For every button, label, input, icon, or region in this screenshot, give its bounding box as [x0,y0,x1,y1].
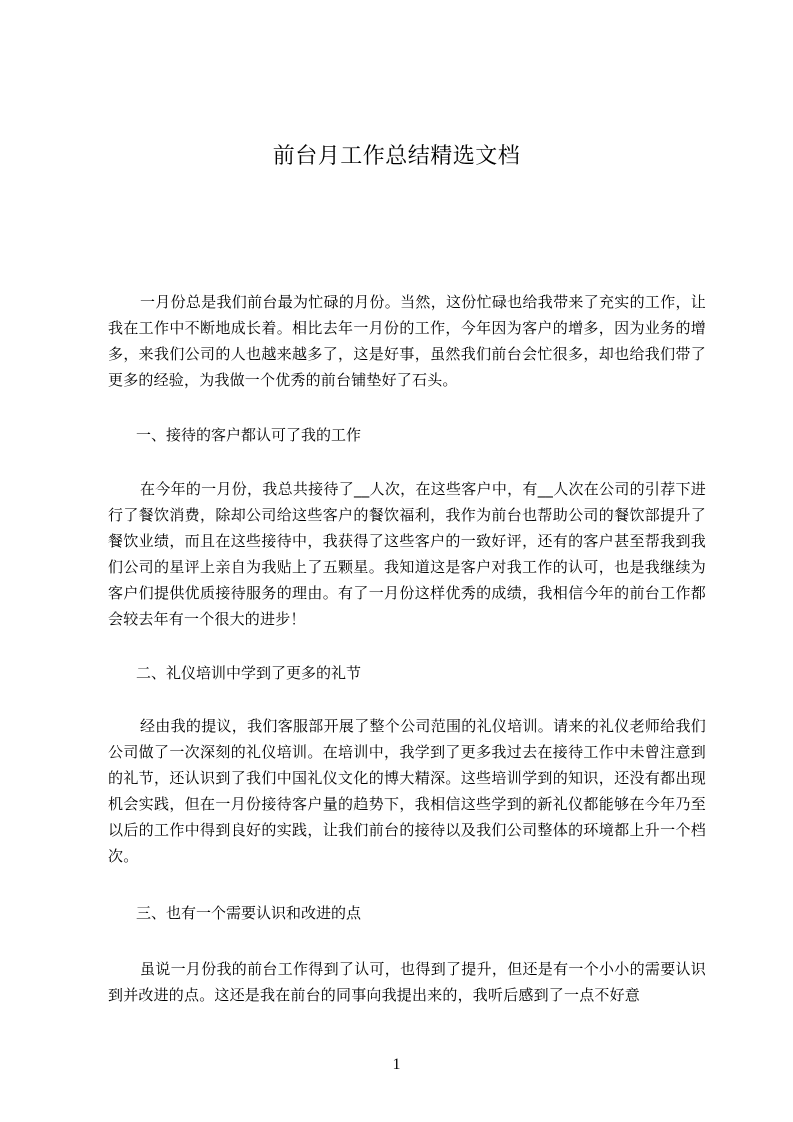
body-paragraph-2: 在今年的一月份，我总共接待了__人次，在这些客户中，有__人次在公司的引荐下进行了餐饮消费，除却公司给这些客户的餐饮福利，我作为前台也帮助公司的餐饮部提升了餐饮业绩，而且在这些接待中，我获得了这些客户的一致好评，还有的客户甚至帮我到我们公司的星评上亲自为我贴上了五颗星。我知道这是客户对我工作的认可，也是我继续为客户们提供优质接待服务的理由。有了一月份这样优秀的成绩，我相信今年的前台工作都会较去年有一个很大的进步！ [108,480,706,628]
body-paragraph-3: 经由我的提议，我们客服部开展了整个公司范围的礼仪培训。请来的礼仪老师给我们公司做了一次深刻的礼仪培训。在培训中，我学到了更多我过去在接待工作中未曾注意到的礼节，还认识到了我们中国礼仪文化的博大精深。这些培训学到的知识，还没有都出现机会实践，但在一月份接待客户量的趋势下，我相信这些学到的新礼仪都能够在今年乃至以后的工作中得到良好的实践，让我们前台的接待以及我们公司整体的环境都上升一个档次。 [108,717,706,865]
body-paragraph-1: 一月份总是我们前台最为忙碌的月份。当然，这份忙碌也给我带来了充实的工作，让我在工作中不断地成长着。相比去年一月份的工作，今年因为客户的增多，因为业务的增多，来我们公司的人也越来越多了，这是好事，虽然我们前台会忙很多，却也给我们带了更多的经验，为我做一个优秀的前台铺垫好了石头。 [108,293,706,389]
page-number: 1 [392,1056,401,1073]
document-title: 前台月工作总结精选文档 [272,144,521,169]
section-heading-1: 一、接待的客户都认可了我的工作 [136,426,362,444]
section-heading-3: 三、也有一个需要认识和改进的点 [136,904,362,922]
section-heading-2: 二、礼仪培训中学到了更多的礼节 [136,664,362,682]
body-paragraph-4: 虽说一月份我的前台工作得到了认可，也得到了提升，但还是有一个小小的需要认识到并改进的点。这还是我在前台的同事向我提出来的，我听后感到了一点不好意 [108,960,706,1004]
